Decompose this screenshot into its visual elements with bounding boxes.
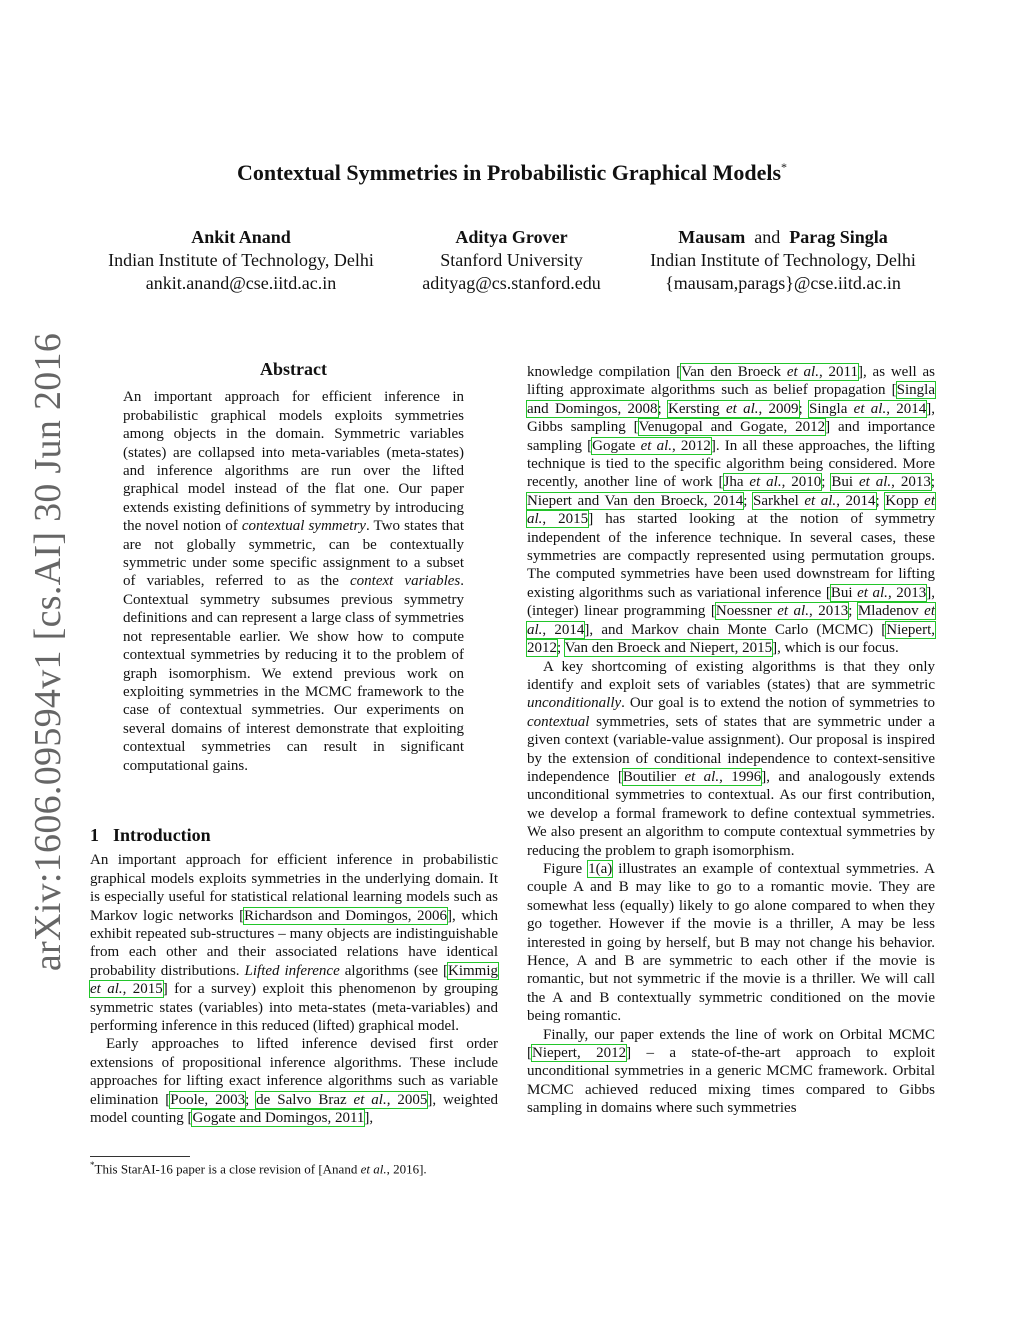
- section-title: Introduction: [113, 825, 211, 845]
- citation-link[interactable]: Kersting et al., 2009: [667, 400, 799, 417]
- section-number: 1: [90, 825, 99, 845]
- right-paragraph-1: knowledge compilation [Van den Broeck et al., 2011], as well as lifting approximate algorithms such as belief propagation [Singla and Domingos, 2008; Kersting et al., 2009; Singla et al., 2014], Gibbs sampling [Venugopal and Gogate, 2012] and importance sampling [Gogate et al., 2012]. In all these approaches, the lifting technique is tied to the specific algorithm being considered. More recently, another line of work [Jha et al., 2010; Bui et al., 2013; Niepert and Van den Broeck, 2014; Sarkhel et al., 2014; Kopp et al., 2015] has started looking at the notion of symmetry independent of the inference technique. In several cases, these symmetries are compactly represented using permutation groups. The computed symmetries have been used downstream for lifting existing algorithms such as variational inference [Bui et al., 2013], (integer) linear programming [Noessner et al., 2013; Mladenov et al., 2014], and Markov chain Monte Carlo (MCMC) [Niepert, 2012; Van den Broeck and Niepert, 2015], which is our focus.: [527, 364, 936, 657]
- citation-link[interactable]: Poole, 2003: [170, 1091, 246, 1108]
- author-name: Mausam: [678, 227, 746, 247]
- citation-link[interactable]: Bui et al., 2013: [830, 584, 927, 601]
- right-column: [527, 363, 935, 1118]
- author-email[interactable]: ankit.anand@cse.iitd.ac.in: [145, 273, 337, 293]
- citation-link[interactable]: Venugopal and Gogate, 2012: [638, 419, 826, 436]
- author-affiliation: Indian Institute of Technology, Delhi: [650, 250, 916, 270]
- citation-link[interactable]: Gogate and Domingos, 2011: [192, 1110, 365, 1127]
- author-name: Ankit Anand: [191, 227, 291, 247]
- author-name: Aditya Grover: [455, 227, 568, 247]
- author-name: Parag Singla: [789, 227, 888, 247]
- citation-link[interactable]: Niepert, 2012: [532, 1045, 627, 1062]
- right-paragraph-3: Figure 1(a) illustrates an example of contextual symmetries. A couple A and B may like to go to a romantic movie. They are somewhat less (equally) likely to go alone compared to when they go together. However if the movie is a thriller, A may be less interested in going by herself, but B may not change his behavior. Hence, A and B are symmetric to each other if the movie is romantic, but not symmetric if the movie is a thriller. We will call the A and B contextually symmetric conditioned on the movie being romantic.: [527, 860, 935, 1025]
- abstract-body: An important approach for efficient inference in probabilistic graphical models exploits symmetries among objects in the domain. Symmetric variables (states) are collapsed into meta-variables (meta-states) and inference algorithms are run over the lifted graphical model instead of the flat one. Our paper extends existing definitions of symmetry by introducing the novel notion of contextual symmetry. Two states that are not globally symmetric, can be contextually symmetric under some specific assignment to a subset of variables, referred to as the context variables. Contextual symmetry subsumes previous symmetry definitions and can represent a large class of symmetries not representable earlier. We show how to compute contextual symmetries by reducing it to the problem of graph isomorphism. We extend previous work on exploiting symmetries in the MCMC framework to the case of contextual symmetries. Our experiments on several domains of interest demonstrate that exploiting contextual symmetries can result in significant computational gains.: [123, 389, 464, 774]
- intro-paragraph-2: Early approaches to lifted inference devised first order extensions of propositional inference algorithms. These include approaches for lifting exact inference algorithms such as variable elimination [Poole, 2003; de Salvo Braz et al., 2005], weighted model counting [Gogate and Domingos, 2011],: [90, 1036, 499, 1127]
- citation-link[interactable]: Van den Broeck and Niepert, 2015: [564, 640, 773, 657]
- footnote-rule: [90, 1156, 190, 1157]
- introduction-section: [90, 826, 498, 1128]
- citation-link[interactable]: Niepert and Van den Broeck, 2014: [527, 492, 744, 509]
- paper-title: [0, 160, 1024, 186]
- author-block-1: [82, 226, 400, 295]
- title-footnote-mark: *: [781, 160, 788, 174]
- citation-link[interactable]: Mladenov et al., 2014: [527, 603, 935, 638]
- intro-paragraph-1: An important approach for efficient inference in probabilistic graphical models exploits symmetries in the underlying domain. It is especially useful for statistical relational learning models such as Markov logic networks [Richardson and Domingos, 2006], which exhibit repeated sub-structures – many objects are indistinguishable from each other and their associated relations have identical probability distributions. Lifted inference algorithms (see [Kimmig et al., 2015] for a survey) exploit this phenomenon by grouping symmetric states (variables) into meta-states (meta-variables) and performing inference in this reduced (lifted) graphical model.: [90, 852, 499, 1035]
- citation-link[interactable]: Kopp et al., 2015: [527, 492, 935, 528]
- citation-link[interactable]: Van den Broeck et al., 2011: [681, 364, 858, 380]
- section-heading: [90, 826, 498, 844]
- abstract-section: [123, 360, 464, 775]
- author-affiliation: Indian Institute of Technology, Delhi: [108, 250, 374, 270]
- figure-reference-link[interactable]: 1(a): [588, 860, 613, 877]
- right-paragraph-2: A key shortcoming of existing algorithms is that they only identify and exploit sets of variables (states) that are symmetric unconditionally. Our goal is to extend the notion of symmetries to contextual symmetries, sets of states that are symmetric under a given context (variable-value assignment). Our proposal is inspired by the extension of conditional independence to context-sensitive independence [Boutilier et al., 1996], and analogously extends unconditional symmetries to contextual. As our first contribution, we develop a formal framework to define contextual symmetries. We also present an algorithm to compute contextual symmetries by reducing the problem to graph isomorphism.: [527, 658, 936, 859]
- right-paragraph-4: Finally, our paper extends the line of work on Orbital MCMC [Niepert, 2012] – a state-of-the-art approach to exploit unconditional symmetries in a generic MCMC framework. Orbital MCMC achieved reduced mixing times compared to Gibbs sampling in domains where such symmetries: [527, 1026, 936, 1117]
- citation-link[interactable]: Boutilier et al., 1996: [622, 768, 762, 785]
- citation-link[interactable]: Noessner et al., 2013: [715, 603, 849, 620]
- citation-link[interactable]: Niepert, 2012: [527, 621, 935, 657]
- author-email[interactable]: adityag@cs.stanford.edu: [422, 273, 601, 293]
- footnote-mark: *: [90, 1160, 95, 1170]
- author-email[interactable]: {mausam,parags}@cse.iitd.ac.in: [665, 273, 901, 293]
- citation-link[interactable]: Sarkhel et al., 2014: [752, 492, 876, 509]
- citation-link[interactable]: Kimmig et al., 2015: [90, 962, 498, 998]
- author-block-3: [630, 226, 936, 295]
- arxiv-side-stamp: [24, 332, 72, 972]
- citation-link[interactable]: Singla and Domingos, 2008: [527, 382, 935, 417]
- paper-title-text: Contextual Symmetries in Probabilistic Graphical Models: [236, 160, 782, 185]
- citation-link[interactable]: de Salvo Braz et al., 2005: [256, 1091, 428, 1108]
- citation-link[interactable]: Gogate et al., 2012: [592, 437, 711, 454]
- arxiv-identifier: arXiv:1606.09594v1 [cs.AI] 30 Jun 2016: [27, 332, 69, 972]
- author-affiliation: Stanford University: [440, 250, 583, 270]
- citation-link[interactable]: Richardson and Domingos, 2006: [244, 907, 448, 924]
- author-block-2: [404, 226, 619, 295]
- citation-link[interactable]: Singla et al., 2014: [809, 400, 927, 417]
- footnote: *This StarAI-16 paper is a close revision of [Anand et al., 2016].: [90, 1160, 427, 1177]
- citation-link[interactable]: Jha et al., 2010: [723, 474, 822, 491]
- author-joiner: and: [754, 227, 781, 247]
- citation-link[interactable]: Bui et al., 2013: [831, 474, 931, 491]
- abstract-heading: Abstract: [260, 359, 327, 379]
